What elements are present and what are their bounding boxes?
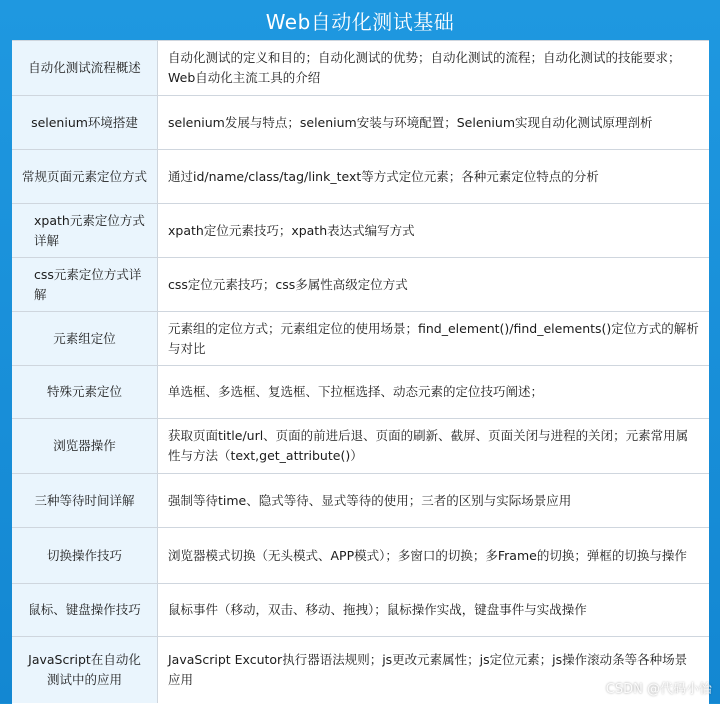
row-content: xpath定位元素技巧；xpath表达式编写方式 [168, 222, 415, 238]
row-content: 单选框、多选框、复选框、下拉框选择、动态元素的定位技巧阐述； [168, 384, 544, 399]
row-content: JavaScript Excutor执行器语法规则；js更改元素属性；js定位元素；js操作滚动条等各种场景应用 [168, 652, 688, 687]
row-content: 鼠标事件（移动，双击、移动、拖拽）；鼠标操作实战，键盘事件与实战操作 [168, 602, 587, 617]
row-content: css定位元素技巧；css多属性高级定位方式 [168, 276, 408, 292]
row-content: selenium发展与特点；selenium安装与环境配置；Selenium实现自动化测试原理剖析 [168, 114, 653, 130]
table-row [12, 312, 709, 366]
table-row [12, 528, 709, 584]
table-row [12, 41, 709, 96]
row-content: 强制等待time、隐式等待、显式等待的使用；三者的区别与实际场景应用 [168, 492, 572, 508]
table-row [12, 96, 709, 150]
row-topic: 三种等待时间详解 [12, 474, 158, 527]
row-topic: css元素定位方式详解 [12, 258, 158, 311]
row-content: 浏览器模式切换（无头模式、APP模式）；多窗口的切换；多Frame的切换；弹框的切换与操作 [168, 547, 687, 563]
row-topic: JavaScript在自动化测试中的应用 [12, 637, 158, 703]
table-row [12, 474, 709, 528]
row-topic: 切换操作技巧 [12, 528, 158, 583]
row-topic: 浏览器操作 [12, 419, 158, 473]
table-row [12, 258, 709, 312]
watermark: CSDN @代码小怡 [605, 682, 712, 697]
row-topic: 常规页面元素定位方式 [12, 150, 158, 203]
row-content: 通过id/name/class/tag/link_text等方式定位元素；各种元素定位特点的分析 [168, 168, 599, 184]
row-content: 获取页面title/url、页面的前进后退、页面的刷新、截屏、页面关闭与进程的关闭；元素常用属性与方法（text,get_attribute()） [168, 428, 689, 463]
row-topic: 特殊元素定位 [12, 366, 158, 418]
page-title: Web自动化测试基础 [265, 9, 455, 34]
course-table [12, 40, 709, 704]
row-content: 自动化测试的定义和目的；自动化测试的优势；自动化测试的流程；自动化测试的技能要求；Web自动化主流工具的介绍 [168, 50, 681, 85]
row-topic: 元素组定位 [12, 312, 158, 365]
table-row [12, 150, 709, 204]
table-row [12, 204, 709, 258]
row-topic: selenium环境搭建 [12, 96, 158, 149]
table-row [12, 584, 709, 637]
table-row [12, 366, 709, 419]
row-topic: 鼠标、键盘操作技巧 [12, 584, 158, 636]
table-row [12, 637, 709, 703]
row-content: 元素组的定位方式；元素组定位的使用场景；find_element()/find_elements()定位方式的解析与对比 [168, 320, 699, 356]
row-topic: xpath元素定位方式详解 [12, 204, 158, 257]
table-row [12, 419, 709, 474]
row-topic: 自动化测试流程概述 [12, 41, 158, 95]
